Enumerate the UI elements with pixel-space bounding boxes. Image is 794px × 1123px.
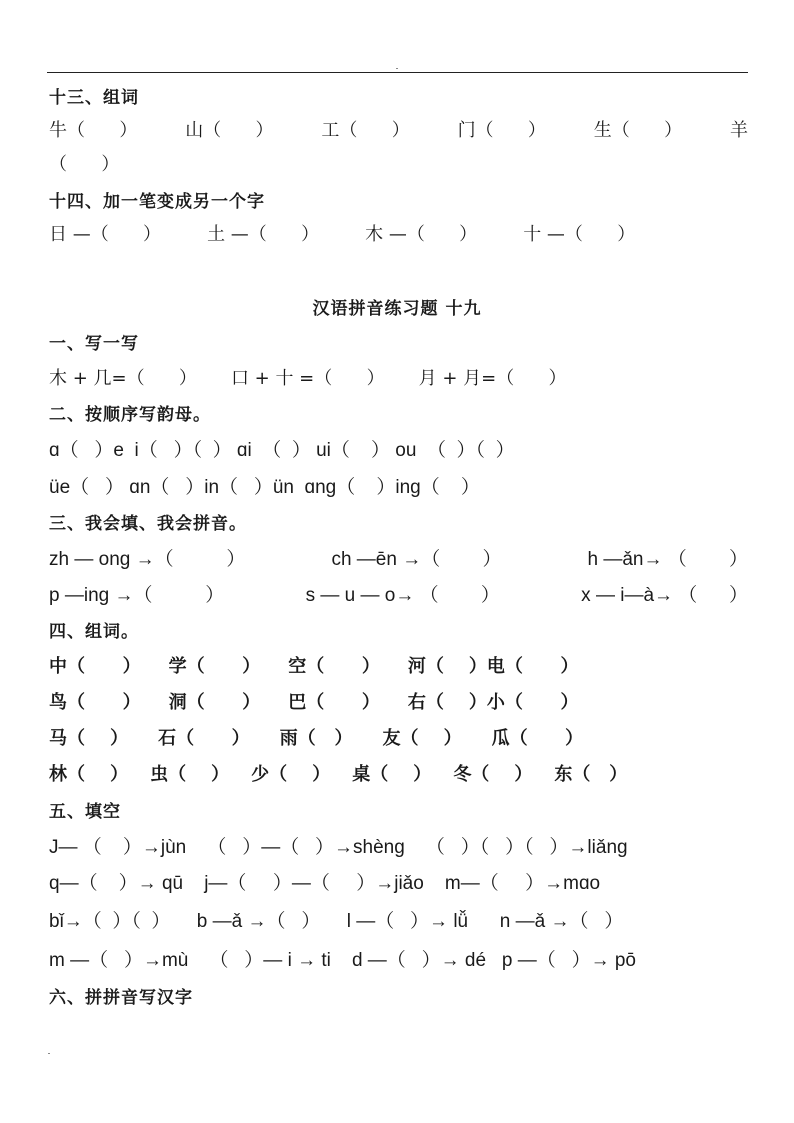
word-blank: 右（ ）小（ ） xyxy=(407,692,579,713)
q5-row-4: m —（ ）→mù （ ）— i → ti d —（ ）→ dé p —（ ）→ pō xyxy=(49,949,636,971)
q4-row-3 xyxy=(49,722,748,752)
char-blank: 土 —（ ） xyxy=(207,224,320,245)
combine-blank: 木 + 几=（ ） xyxy=(49,368,197,389)
word-blank: 林（ ） xyxy=(49,764,129,785)
header-rule xyxy=(47,72,748,73)
q4-row-1 xyxy=(49,650,748,680)
worksheet-title: 汉语拼音练习题 十九 xyxy=(312,298,482,319)
pinyin-blank: p —ing →（ ） xyxy=(49,584,225,606)
word-blank: 瓜（ ） xyxy=(491,728,584,749)
word-blank: 中（ ） xyxy=(49,656,141,677)
q4-title: 四、组词。 xyxy=(49,621,139,642)
word-blank: 空（ ） xyxy=(288,656,380,677)
section-13-row xyxy=(49,114,748,144)
pinyin-blank: s — u — o→ （ ） xyxy=(305,584,500,606)
word-blank: 学（ ） xyxy=(168,656,261,677)
word-blank: 马（ ） xyxy=(49,728,129,749)
word-blank: 生（ ） xyxy=(593,120,683,141)
section-13-row-2: （ ） xyxy=(49,154,120,175)
word-blank: 山（ ） xyxy=(185,120,274,141)
q3-title: 三、我会填、我会拼音。 xyxy=(49,513,247,534)
section-14-title: 十四、加一笔变成另一个字 xyxy=(49,191,265,212)
word-blank: 友（ ） xyxy=(382,728,462,749)
q2-row-2: üe（ ） ɑn（ ）in（ ）ün ɑng（ ）ing（ ） xyxy=(49,476,480,498)
footer-dot xyxy=(48,1053,50,1054)
pinyin-blank: h —ǎn→ （ ） xyxy=(587,548,748,570)
word-blank: 桌（ ） xyxy=(352,764,432,785)
q4-row-2 xyxy=(49,686,748,716)
q5-row-1: J— （ ）→jùn （ ）—（ ）→shèng （ ）（ ）（ ）→liǎng xyxy=(49,836,628,858)
word-blank: 工（ ） xyxy=(321,120,410,141)
word-blank: 洞（ ） xyxy=(168,692,261,713)
word-blank: 石（ ） xyxy=(158,728,250,749)
pinyin-blank: x — i—à→ （ ） xyxy=(581,584,748,606)
word-blank: 河（ ）电（ ） xyxy=(407,656,579,677)
q5-row-3: bǐ→（ ）（ ） b —ǎ →（ ） l —（ ）→ lǚ n —ǎ →（ ） xyxy=(49,910,624,932)
q1-title: 一、写一写 xyxy=(49,333,139,354)
word-blank: 雨（ ） xyxy=(279,728,353,749)
pinyin-blank: ch —ēn →（ ） xyxy=(331,548,502,570)
pinyin-blank: zh — ong →（ ） xyxy=(49,548,246,570)
q3-row-2 xyxy=(49,578,748,608)
combine-blank: 月 + 月=（ ） xyxy=(418,368,567,389)
header-dot xyxy=(396,68,398,69)
q3-row-1 xyxy=(49,542,748,572)
char-blank: 十 —（ ） xyxy=(523,224,636,245)
word-blank: 门（ ） xyxy=(457,120,546,141)
q2-row-1: ɑ（ ）e i（ ）（ ） ɑi （ ） ui（ ） ou （ ）（ ） xyxy=(49,439,515,461)
q1-row xyxy=(49,362,748,392)
q4-row-4 xyxy=(49,758,748,788)
word-blank: 少（ ） xyxy=(251,764,331,785)
q6-title: 六、拼拼音写汉字 xyxy=(49,987,193,1008)
char-blank: 木 —（ ） xyxy=(365,224,478,245)
q5-title: 五、填空 xyxy=(49,801,121,822)
section-13-title: 十三、组词 xyxy=(49,87,139,108)
char-blank: 日 —（ ） xyxy=(49,224,162,245)
combine-blank: 口 + 十 =（ ） xyxy=(230,368,385,389)
q2-title: 二、按顺序写韵母。 xyxy=(49,404,211,425)
section-14-row xyxy=(49,218,748,248)
word-blank: 牛（ ） xyxy=(49,120,138,141)
word-blank: 东（ ） xyxy=(554,764,628,785)
word-blank: 巴（ ） xyxy=(288,692,380,713)
word-blank: 羊 xyxy=(729,120,748,141)
word-blank: 冬（ ） xyxy=(453,764,533,785)
word-blank: 鸟（ ） xyxy=(49,692,141,713)
q5-row-2: q—（ ）→ qū j—（ ）—（ ）→jiǎo m—（ ）→mɑo xyxy=(49,872,601,894)
word-blank: 虫（ ） xyxy=(150,764,230,785)
